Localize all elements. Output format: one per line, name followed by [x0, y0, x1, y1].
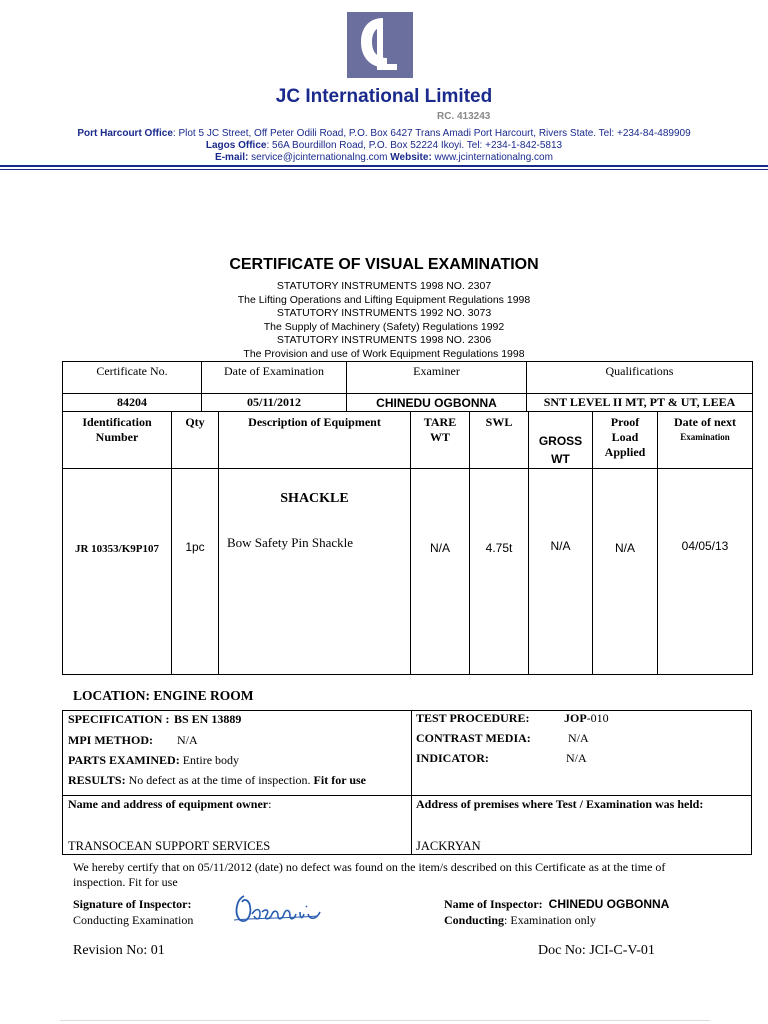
item-id: JR 10353/K9P107: [63, 469, 172, 675]
indicator-value: N/A: [566, 751, 587, 765]
inspector-signature: [230, 890, 322, 930]
location-label: LOCATION: ENGINE ROOM: [73, 688, 254, 703]
item-gross: N/A: [529, 469, 593, 675]
certification-statement: We hereby certify that on 05/11/2012 (date) no defect was found on the item/s described on this Certificate as at the time of inspection. Fit for use: [73, 860, 666, 889]
contrast-label: CONTRAST MEDIA:: [416, 731, 531, 745]
qty-column-header: Qty: [172, 412, 219, 469]
regulations-block: [0, 280, 768, 361]
revision-number: Revision No: 01: [73, 943, 165, 958]
item-swl: 4.75t: [470, 469, 529, 675]
mpi-value: N/A: [177, 733, 198, 747]
swl-column-header: SWL: [470, 412, 529, 469]
item-tare: N/A: [411, 469, 470, 675]
owner-divider: [411, 795, 412, 855]
conducting-line: Conducting: Examination only: [444, 913, 597, 927]
contrast-value: N/A: [568, 731, 589, 745]
owner-label: Name and address of equipment owner:: [68, 797, 272, 811]
test-procedure-value: JOP-010: [564, 711, 609, 725]
item-qty: 1pc: [172, 469, 219, 675]
date-value: 05/11/2012: [202, 394, 347, 412]
port-harcourt-address: [0, 128, 768, 139]
regulation-line: STATUTORY INSTRUMENTS 1998 NO. 2306: [276, 334, 492, 346]
cert-no-value: 84204: [63, 394, 202, 412]
lagos-text: : 56A Bourdillon Road, P.O. Box 52224 Ikoyi. Tel: +234-1-842-5813: [266, 140, 563, 151]
website-link[interactable]: www.jcinternationalng.com: [431, 152, 553, 163]
test-procedure-label: TEST PROCEDURE:: [416, 711, 530, 725]
next-exam-column-header: Date of next Examination: [658, 412, 753, 469]
signature-label: Signature of Inspector:: [73, 897, 192, 911]
regulation-line: The Provision and use of Work Equipment Regulations 1998: [243, 347, 525, 360]
spec-label: SPECIFICATION :: [68, 712, 170, 726]
premises-value: JACKRYAN: [416, 839, 481, 853]
proof-column-header: Proof Load Applied: [593, 412, 658, 469]
email-link[interactable]: service@jcinternationalng.com: [248, 152, 391, 163]
mpi-label: MPI METHOD:: [68, 733, 153, 747]
conducting-examination: Conducting Examination: [73, 913, 194, 927]
results: RESULTS: No defect as at the time of inspection. Fit for use: [68, 773, 366, 787]
examiner-value: CHINEDU OGBONNA: [347, 394, 527, 412]
id-column-header: Identification Number: [63, 412, 172, 469]
parts-examined: PARTS EXAMINED: Entire body: [68, 753, 240, 767]
header-divider-thin: [0, 169, 768, 170]
tare-column-header: TARE WT: [411, 412, 470, 469]
lagos-label: Lagos Office: [205, 140, 267, 151]
regulation-line: The Supply of Machinery (Safety) Regulations 1992: [263, 320, 505, 333]
ph-label: Port Harcourt Office: [77, 128, 173, 139]
footer-faded-line: [60, 1020, 710, 1021]
equipment-table: [62, 411, 753, 675]
qualifications-header: Qualifications: [527, 362, 753, 394]
description-column-header: Description of Equipment: [219, 412, 411, 469]
company-logo: [347, 12, 413, 78]
header-divider: [0, 165, 768, 167]
gross-column-header: GROSS WT: [529, 412, 593, 469]
document-number: Doc No: JCI-C-V-01: [538, 943, 655, 958]
indicator-label: INDICATOR:: [416, 751, 489, 765]
cert-no-header: Certificate No.: [63, 362, 202, 394]
spec-value: BS EN 13889: [174, 712, 242, 726]
ph-text: : Plot 5 JC Street, Off Peter Odili Road, P.O. Box 6427 Trans Amadi Port Harcourt, Rivers State. Tel: +234-84-489909: [172, 128, 691, 139]
certificate-header-table: [62, 361, 753, 412]
details-divider: [411, 710, 412, 796]
contact-line: [0, 152, 768, 163]
table-row: [63, 469, 753, 675]
company-name: JC International Limited: [275, 86, 493, 107]
email-label: E-mail:: [215, 152, 249, 163]
certificate-title: CERTIFICATE OF VISUAL EXAMINATION: [229, 256, 539, 273]
owner-value: TRANSOCEAN SUPPORT SERVICES: [68, 839, 271, 853]
examiner-header: Examiner: [347, 362, 527, 394]
regulation-line: STATUTORY INSTRUMENTS 1992 NO. 3073: [276, 307, 492, 319]
website-label: Website:: [390, 152, 432, 163]
item-description: Bow Safety Pin Shackle: [227, 535, 354, 550]
item-description-cell: [219, 469, 411, 675]
rc-number: RC. 413243: [437, 111, 491, 122]
item-proof: N/A: [593, 469, 658, 675]
lagos-address: [0, 140, 768, 151]
regulation-line: STATUTORY INSTRUMENTS 1998 NO. 2307: [276, 280, 492, 292]
qualifications-value: SNT LEVEL II MT, PT & UT, LEEA: [527, 394, 753, 412]
item-heading: SHACKLE: [280, 491, 349, 506]
date-header: Date of Examination: [202, 362, 347, 394]
regulation-line: The Lifting Operations and Lifting Equipment Regulations 1998: [237, 293, 531, 306]
premises-label: Address of premises where Test / Examination was held:: [416, 797, 704, 811]
item-next-date: 04/05/13: [658, 469, 753, 675]
inspector-name-line: Name of Inspector: CHINEDU OGBONNA: [444, 897, 670, 911]
